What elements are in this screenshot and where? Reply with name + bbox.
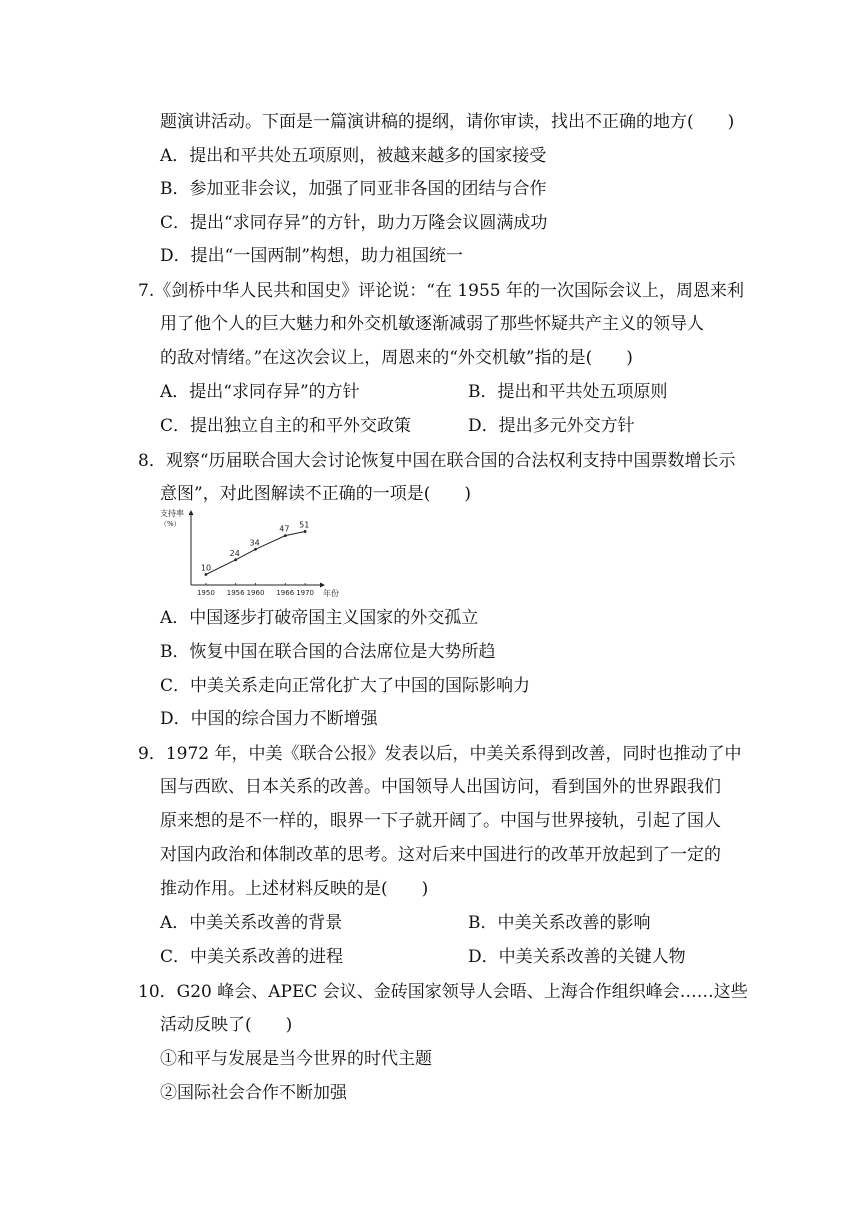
q8-option-a: A．中国逐步打破帝国主义国家的外交孤立	[160, 608, 479, 628]
q8-option-d: D．中国的综合国力不断增强	[160, 709, 378, 729]
q8-option-c: C．中美关系走向正常化扩大了中国的国际影响力	[160, 676, 531, 696]
q7-stem-line-1: 7.《剑桥中华人民共和国史》评论说：“在 1955 年的一次国际会议上，周恩来利	[138, 281, 744, 301]
q7-stem-line-2: 用了他个人的巨大魅力和外交机敏逐渐减弱了那些怀疑共产主义的领导人	[160, 314, 704, 334]
x-tick-label: 1956	[226, 589, 245, 597]
q9-stem-line-4: 对国内政治和体制改革的思考。这对后来中国进行的改革开放起到了一定的	[160, 845, 721, 865]
q7-option-d: D．提出多元外交方针	[468, 416, 635, 436]
support-rate-chart	[158, 508, 358, 600]
q10-stem-line-1: 10．G20 峰会、APEC 会议、金砖国家领导人会晤、上海合作组织峰会……这些	[138, 982, 748, 1002]
q7-option-c: C．提出独立自主的和平外交政策	[160, 416, 412, 436]
q9-stem-line-3: 原来想的是不一样的，眼界一下子就开阔了。中国与世界接轨，引起了国人	[160, 811, 721, 831]
q9-stem-line-1: 9．1972 年，中美《联合公报》发表以后，中美关系得到改善，同时也推动了中	[138, 744, 742, 764]
data-point	[254, 548, 257, 551]
q9-option-c: C．中美关系改善的进程	[160, 947, 344, 967]
x-axis-arrow	[320, 583, 325, 588]
q10-item-2: ②国际社会合作不断加强	[160, 1083, 347, 1103]
q8-stem-line-1: 8．观察“历届联合国大会讨论恢复中国在联合国的合法权利支持中国票数增长示	[138, 451, 736, 471]
x-tick-label: 1970	[296, 589, 315, 597]
q8-option-b: B．恢复中国在联合国的合法席位是大势所趋	[160, 642, 496, 662]
q9-option-a: A．中美关系改善的背景	[160, 913, 343, 933]
chart-ylabel: 支持率	[160, 509, 184, 518]
y-axis-arrow	[189, 510, 194, 515]
x-tick-label: 1960	[246, 589, 265, 597]
q6-option-a: A．提出和平共处五项原则，被越来越多的国家接受	[160, 146, 547, 166]
chart-xlabel: 年份	[323, 589, 339, 598]
chart-marks	[201, 520, 309, 575]
q10-item-1: ①和平与发展是当今世界的时代主题	[160, 1049, 432, 1069]
chart-yunit: （%）	[160, 520, 181, 528]
data-label: 34	[249, 538, 260, 548]
q6-option-d: D．提出“一国两制”构想，助力祖国统一	[160, 246, 464, 266]
q6-stem: 题演讲活动。下面是一篇演讲稿的提纲，请你审读，找出不正确的地方( )	[160, 112, 735, 132]
data-label: 51	[299, 520, 310, 530]
q6-option-b: B．参加亚非会议，加强了同亚非各国的团结与合作	[160, 179, 547, 199]
x-tick-label: 1966	[276, 589, 295, 597]
q10-stem-line-2: 活动反映了( )	[160, 1015, 293, 1035]
q9-stem-line-2: 国与西欧、日本关系的改善。中国领导人出国访问，看到国外的世界跟我们	[160, 777, 721, 797]
q7-option-b: B．提出和平共处五项原则	[468, 382, 668, 402]
data-label: 47	[279, 524, 290, 534]
x-tick-label: 1950	[196, 589, 215, 597]
q6-option-c: C．提出“求同存异”的方针，助力万隆会议圆满成功	[160, 213, 548, 233]
data-point	[304, 530, 307, 533]
q9-option-b: B．中美关系改善的影响	[468, 913, 651, 933]
data-point	[284, 534, 287, 537]
q7-stem-line-3: 的敌对情绪。”在这次会议上，周恩来的“外交机敏”指的是( )	[160, 348, 633, 368]
q7-option-a: A．提出“求同存异”的方针	[160, 382, 360, 402]
data-label: 24	[229, 548, 240, 558]
q8-stem-line-2: 意图”，对此图解读不正确的一项是( )	[160, 484, 471, 504]
q9-stem-line-5: 推动作用。上述材料反映的是( )	[160, 879, 429, 899]
data-point	[204, 573, 207, 576]
data-point	[234, 558, 237, 561]
q9-option-d: D．中美关系改善的关键人物	[468, 947, 686, 967]
data-label: 10	[200, 563, 212, 573]
